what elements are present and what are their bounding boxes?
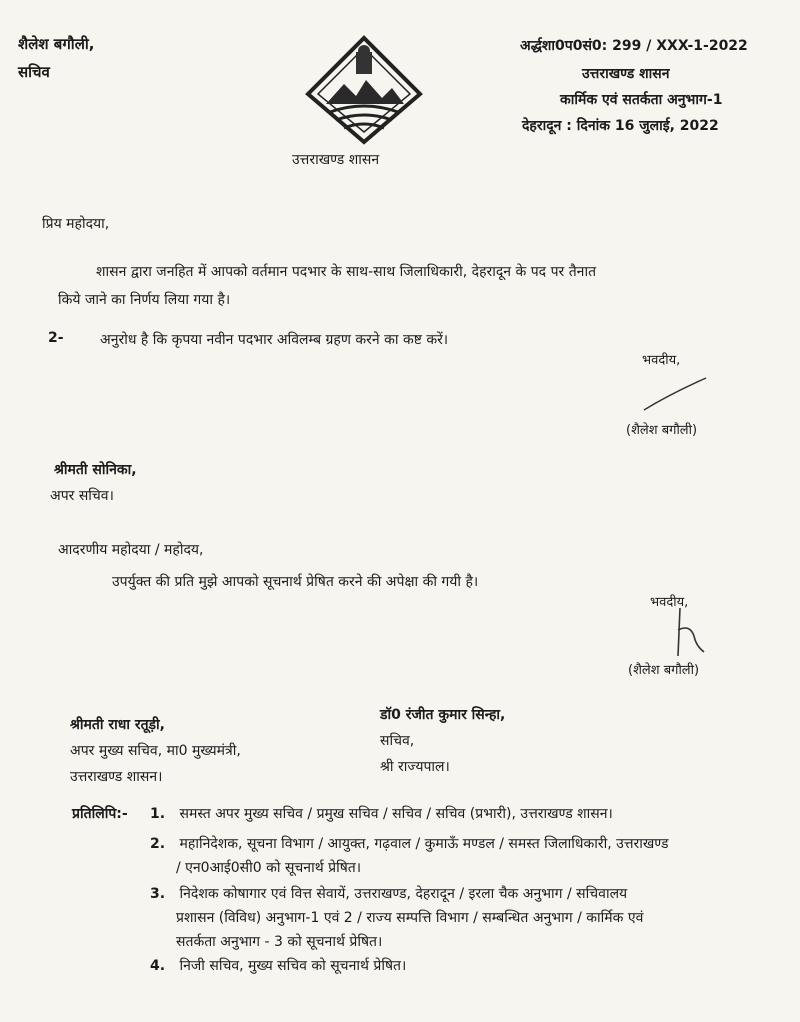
signature-icon (660, 606, 710, 658)
addressee-left-line-2: उत्तराखण्ड शासन। (70, 769, 163, 785)
cc-item-number: 4. (150, 958, 166, 974)
closing: भवदीय, (642, 353, 681, 368)
paragraph-1-line-1: शासन द्वारा जनहित में आपको वर्तमान पदभार के साथ-साथ जिलाधिकारी, देहरादून के पद पर तैनात (96, 264, 597, 280)
paragraph-2-number: 2- (48, 330, 64, 346)
addressee-left-name: श्रीमती राधा रतूड़ी, (70, 717, 165, 733)
cc-item-line: महानिदेशक, सूचना विभाग / आयुक्त, गढ़वाल / कुमाऊँ मण्डल / समस्त जिलाधिकारी, उत्तराखण्ड (179, 836, 669, 852)
place-date: देहरादून : दिनांक 16 जुलाई, 2022 (522, 118, 719, 134)
cc-item-number: 3. (150, 886, 166, 902)
paragraph-2: अनुरोध है कि कृपया नवीन पदभार अविलम्ब ग्रहण करने का कष्ट करें। (100, 332, 449, 348)
cc-item-number: 2. (150, 836, 166, 852)
addressee-right-name: डॉ0 रंजीत कुमार सिन्हा, (380, 707, 506, 723)
signature-icon (640, 374, 710, 414)
cc-item (150, 804, 613, 823)
cc-item (150, 884, 627, 903)
addressee-left-line-1: अपर मुख्य सचिव, मा0 मुख्यमंत्री, (70, 743, 241, 759)
reference-number: अर्द्धशा0प0सं0: 299 / XXX-1-2022 (520, 38, 748, 54)
cc-item-number: 1. (150, 806, 166, 822)
addressee-right-line-1: सचिव, (380, 733, 415, 749)
cc-item-line: निजी सचिव, मुख्य सचिव को सूचनार्थ प्रेषित। (179, 958, 407, 974)
addressee-right (380, 702, 505, 780)
cc-item-line: प्रशासन (विविध) अनुभाग-1 एवं 2 / राज्य सम्पत्ति विभाग / सम्बन्धित अनुभाग / कार्मिक एवं (176, 910, 644, 926)
department-name: कार्मिक एवं सतर्कता अनुभाग-1 (560, 92, 723, 108)
cc-item-line: निदेशक कोषागार एवं वित्त सेवायें, उत्तराखण्ड, देहरादून / इरला चैक अनुभाग / सचिवालय (179, 886, 628, 902)
sender-designation: सचिव (18, 63, 50, 81)
copy-salutation: आदरणीय महोदया / महोदय, (58, 542, 204, 558)
cc-label: प्रतिलिपि:- (72, 806, 128, 822)
cc-item-line: सतर्कता अनुभाग - 3 को सूचनार्थ प्रेषित। (176, 934, 383, 950)
uttarakhand-emblem-icon (304, 34, 424, 146)
copy-closing: भवदीय, (650, 595, 689, 610)
cc-item (150, 956, 406, 975)
recipient-name: श्रीमती सोनिका, (54, 462, 137, 478)
cc-item (150, 834, 668, 853)
recipient-designation: अपर सचिव। (50, 488, 114, 504)
emblem-caption: उत्तराखण्ड शासन (292, 152, 380, 168)
sender-name: शैलेश बगौली, (18, 35, 95, 53)
cc-item-line: समस्त अपर मुख्य सचिव / प्रमुख सचिव / सचिव / सचिव (प्रभारी), उत्तराखण्ड शासन। (179, 806, 613, 822)
paragraph-1-line-2: किये जाने का निर्णय लिया गया है। (58, 292, 231, 308)
copy-signatory-name: (शैलेश बगौली) (628, 663, 700, 678)
signatory-name: (शैलेश बगौली) (626, 423, 698, 438)
cc-item-line: / एन0आई0सी0 को सूचनार्थ प्रेषित। (176, 860, 362, 876)
addressee-right-line-2: श्री राज्यपाल। (380, 759, 450, 775)
salutation: प्रिय महोदया, (42, 216, 110, 232)
addressee-left (70, 712, 241, 790)
copy-paragraph: उपर्युक्त की प्रति मुझे आपको सूचनार्थ प्रेषित करने की अपेक्षा की गयी है। (112, 574, 479, 590)
government-name: उत्तराखण्ड शासन (582, 66, 670, 82)
